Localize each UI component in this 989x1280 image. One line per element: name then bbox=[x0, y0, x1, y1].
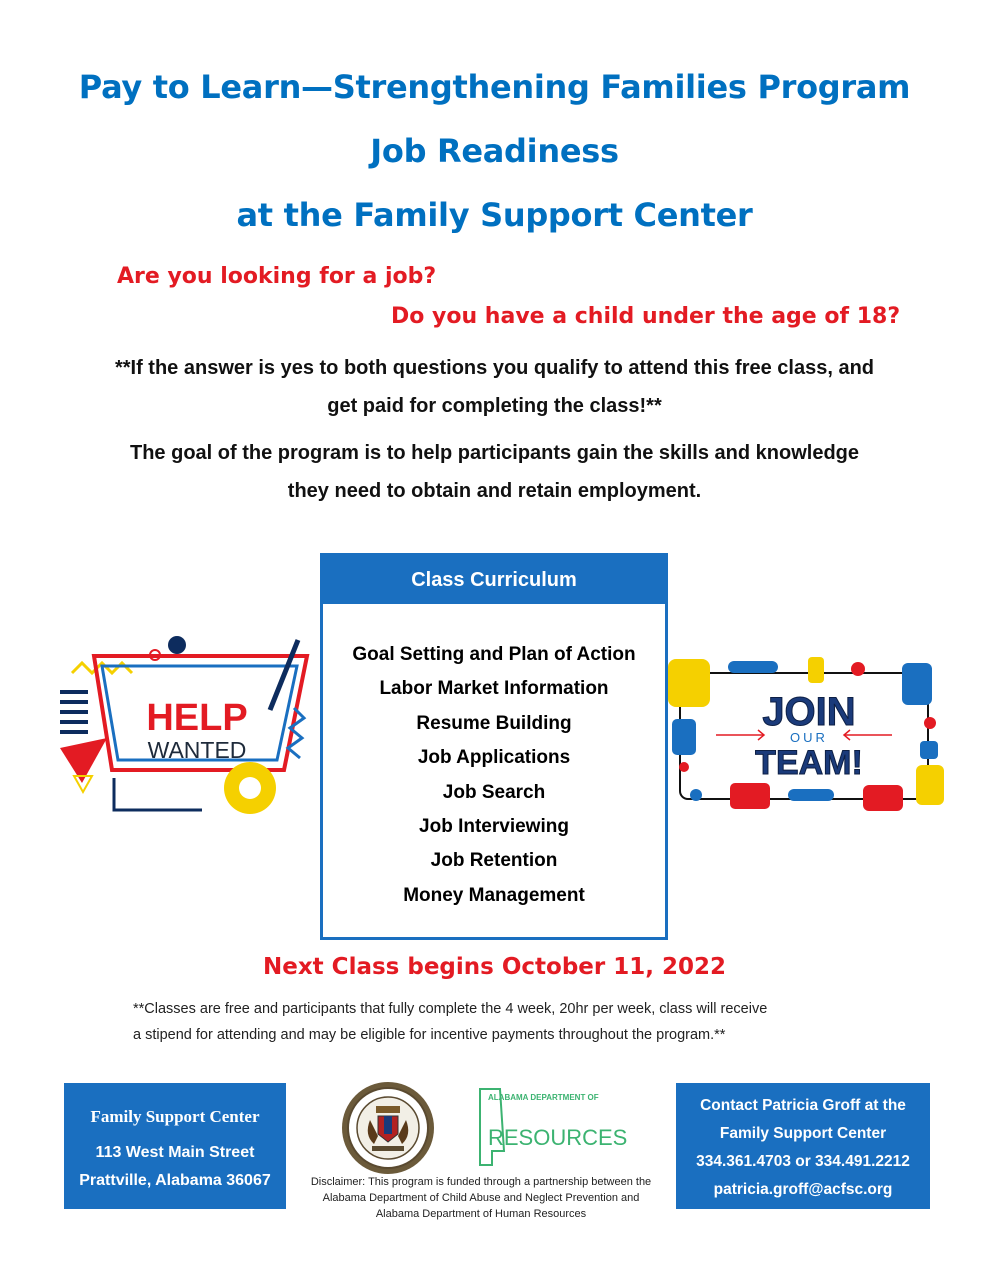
note-line-2: a stipend for attending and may be eligible for incentive payments throughout the program.** bbox=[133, 1027, 726, 1043]
help-wanted-graphic bbox=[52, 628, 317, 823]
join-text: JOIN bbox=[762, 690, 856, 734]
curriculum-item: Goal Setting and Plan of Action bbox=[352, 644, 636, 665]
page-subtitle: Job Readiness bbox=[370, 132, 619, 170]
disclaimer-line-2: Alabama Department of Child Abuse and Neglect Prevention and bbox=[322, 1192, 640, 1204]
help-text: HELP bbox=[146, 697, 248, 739]
note-line-1: **Classes are free and participants that fully complete the 4 week, 20hr per week, class will receive bbox=[133, 1001, 768, 1017]
contact-box bbox=[676, 1083, 930, 1209]
qualify-line-2: get paid for completing the class!** bbox=[327, 395, 662, 417]
curriculum-box bbox=[320, 553, 668, 940]
curriculum-item: Job Applications bbox=[417, 747, 571, 769]
dot-decoration bbox=[168, 636, 186, 654]
contact-phones: 334.361.4703 or 334.491.2212 bbox=[696, 1153, 910, 1170]
address-line-1: 113 West Main Street bbox=[95, 1144, 255, 1161]
curriculum-item: Money Management bbox=[403, 884, 585, 906]
dhr-logo bbox=[474, 1085, 628, 1169]
wanted-text: WANTED bbox=[147, 737, 247, 763]
family-support-title: Family Support Center bbox=[90, 1107, 260, 1126]
curriculum-item: Job Retention bbox=[430, 850, 558, 872]
our-text: OUR bbox=[790, 730, 828, 745]
lines-decoration bbox=[60, 690, 88, 734]
contact-email: patricia.groff@acfsc.org bbox=[713, 1181, 893, 1198]
disclaimer bbox=[292, 1174, 670, 1222]
goal-paragraph bbox=[40, 434, 949, 510]
state-seal-logo bbox=[340, 1080, 436, 1176]
curriculum-item: Resume Building bbox=[416, 712, 572, 734]
team-text: TEAM! bbox=[755, 744, 863, 782]
contact-line-2: Family Support Center bbox=[719, 1125, 887, 1142]
qualify-line-1: **If the answer is yes to both questions you qualify to attend this free class, and bbox=[114, 357, 875, 379]
family-support-box bbox=[64, 1083, 286, 1209]
goal-line-2: they need to obtain and retain employment. bbox=[287, 480, 702, 502]
join-our-team-graphic bbox=[668, 655, 948, 815]
page-title: Pay to Learn—Strengthening Families Program bbox=[78, 68, 911, 106]
disclaimer-line-1: Disclaimer: This program is funded through a partnership between the bbox=[310, 1176, 652, 1188]
goal-line-1: The goal of the program is to help participants gain the skills and knowledge bbox=[130, 442, 859, 464]
curriculum-heading: Class Curriculum bbox=[323, 556, 665, 604]
page-subtitle-location: at the Family Support Center bbox=[236, 196, 753, 234]
dhr-logo-text: RESOURCES bbox=[488, 1125, 628, 1150]
curriculum-item: Job Interviewing bbox=[419, 815, 569, 837]
stipend-note bbox=[133, 996, 873, 1048]
curriculum-list bbox=[323, 604, 665, 913]
contact-line-1: Contact Patricia Groff at the bbox=[700, 1097, 906, 1114]
address-line-2: Prattville, Alabama 36067 bbox=[79, 1172, 271, 1189]
yellow-block bbox=[668, 659, 710, 707]
next-class-date: Next Class begins October 11, 2022 bbox=[263, 954, 726, 980]
question-job: Are you looking for a job? bbox=[117, 264, 437, 289]
question-child: Do you have a child under the age of 18? bbox=[391, 304, 901, 329]
qualify-paragraph bbox=[40, 349, 949, 425]
curriculum-item: Labor Market Information bbox=[379, 678, 609, 700]
curriculum-item: Job Search bbox=[442, 781, 546, 803]
dhr-logo-top-text: ALABAMA DEPARTMENT OF bbox=[488, 1093, 599, 1102]
disclaimer-line-3: Alabama Department of Human Resources bbox=[375, 1208, 587, 1220]
